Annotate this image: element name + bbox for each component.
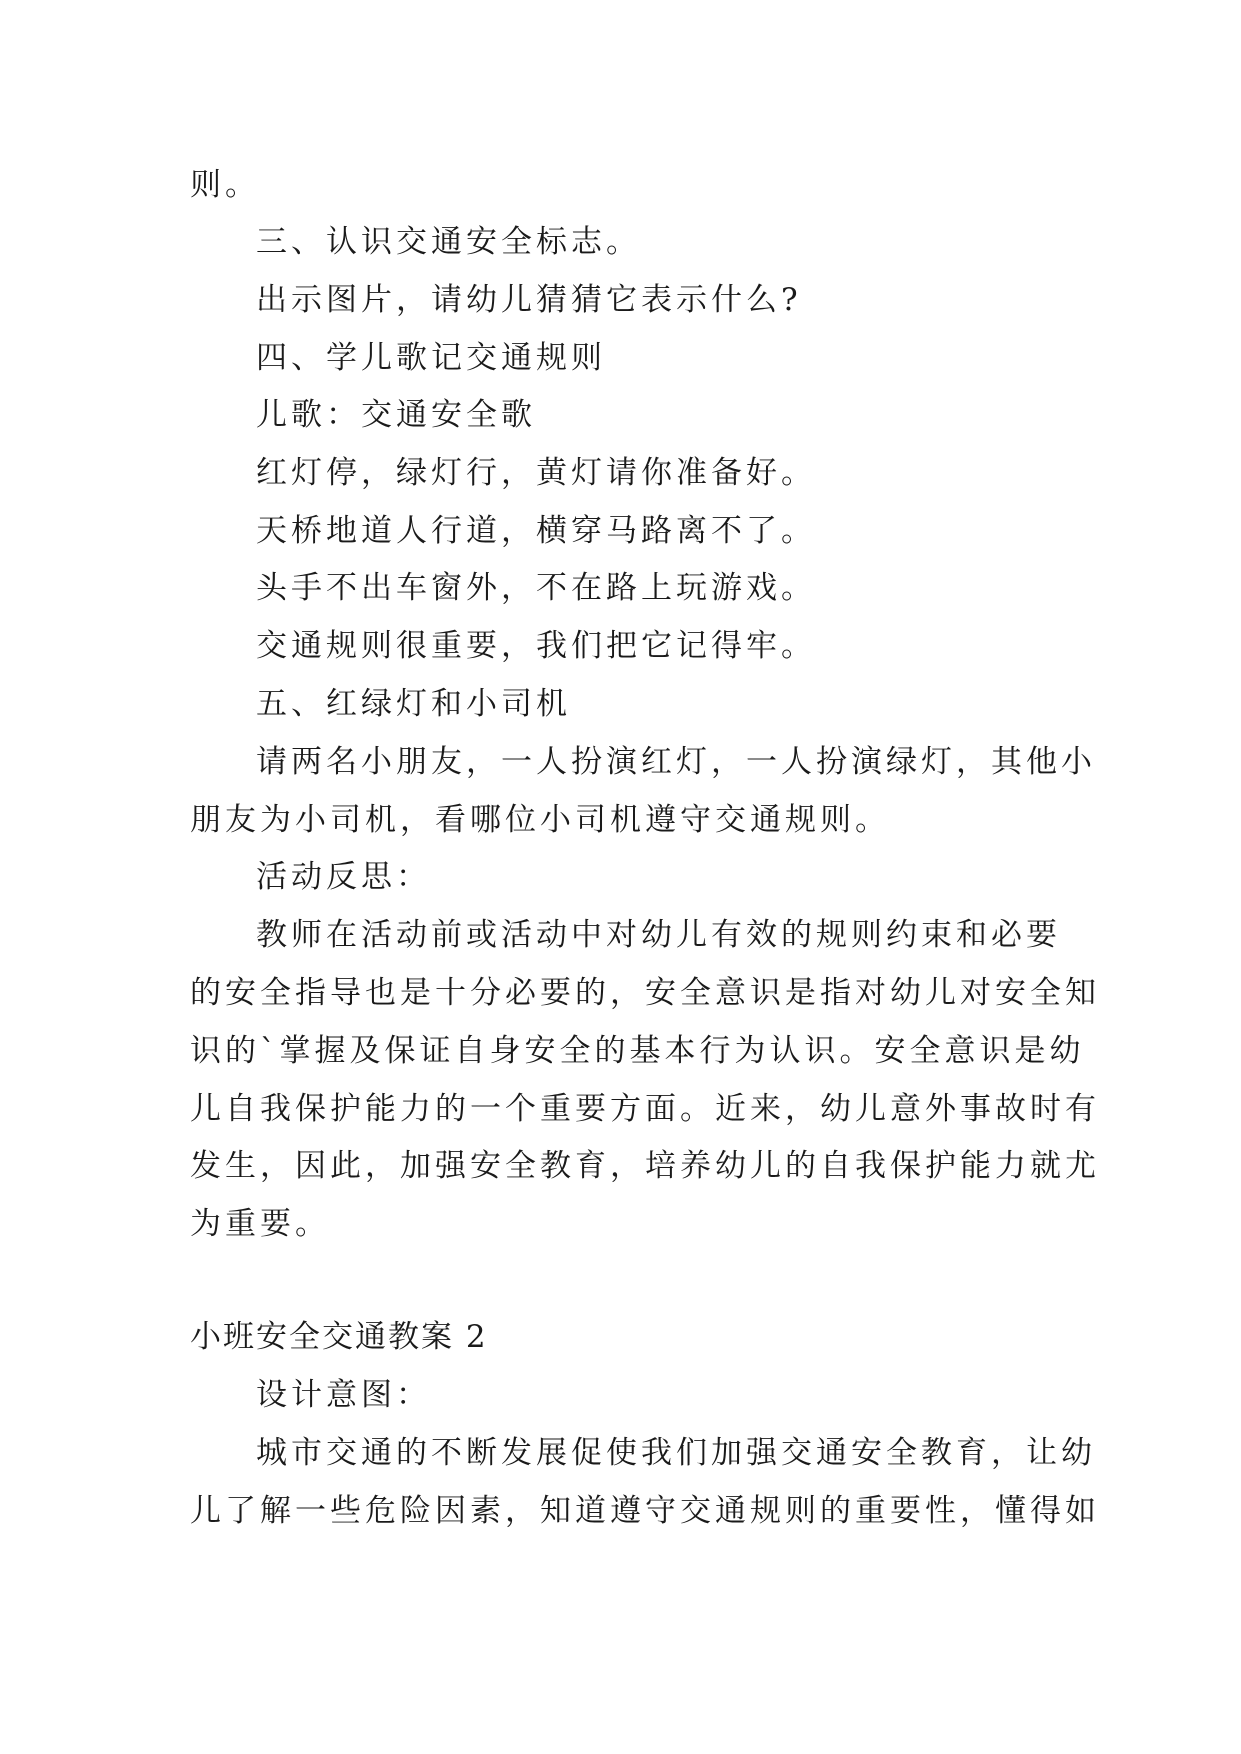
paragraph-line: 发生，因此，加强安全教育，培养幼儿的自我保护能力就尤 (190, 1148, 1100, 1184)
design-intent-heading: 设计意图： (256, 1377, 431, 1413)
section-heading-3: 三、认识交通安全标志。 (256, 224, 641, 260)
document-title: 小班安全交通教案 2 (190, 1319, 488, 1355)
reflection-heading: 活动反思： (256, 859, 431, 895)
paragraph-line: 识的`掌握及保证自身安全的基本行为认识。安全意识是幼 (190, 1033, 1085, 1069)
song-title: 儿歌：交通安全歌 (256, 397, 536, 433)
song-line: 红灯停，绿灯行，黄灯请你准备好。 (256, 455, 816, 491)
section-heading-4: 四、学儿歌记交通规则 (256, 340, 606, 376)
paragraph-line: 朋友为小司机，看哪位小司机遵守交通规则。 (190, 802, 890, 838)
song-line: 交通规则很重要，我们把它记得牢。 (256, 628, 816, 664)
paragraph-line: 儿自我保护能力的一个重要方面。近来，幼儿意外事故时有 (190, 1091, 1100, 1127)
paragraph-line: 教师在活动前或活动中对幼儿有效的规则约束和必要 (256, 917, 1061, 953)
paragraph-continuation: 则。 (190, 167, 260, 203)
paragraph-line: 请两名小朋友，一人扮演红灯，一人扮演绿灯，其他小 (256, 744, 1096, 780)
paragraph-line: 出示图片，请幼儿猜猜它表示什么? (256, 282, 802, 318)
section-heading-5: 五、红绿灯和小司机 (256, 686, 571, 722)
paragraph-line: 为重要。 (190, 1206, 330, 1242)
paragraph-line: 城市交通的不断发展促使我们加强交通安全教育，让幼 (256, 1435, 1096, 1471)
paragraph-line: 儿了解一些危险因素，知道遵守交通规则的重要性，懂得如 (190, 1493, 1100, 1529)
song-line: 头手不出车窗外，不在路上玩游戏。 (256, 570, 816, 606)
paragraph-line: 的安全指导也是十分必要的，安全意识是指对幼儿对安全知 (190, 975, 1100, 1011)
song-line: 天桥地道人行道，横穿马路离不了。 (256, 513, 816, 549)
